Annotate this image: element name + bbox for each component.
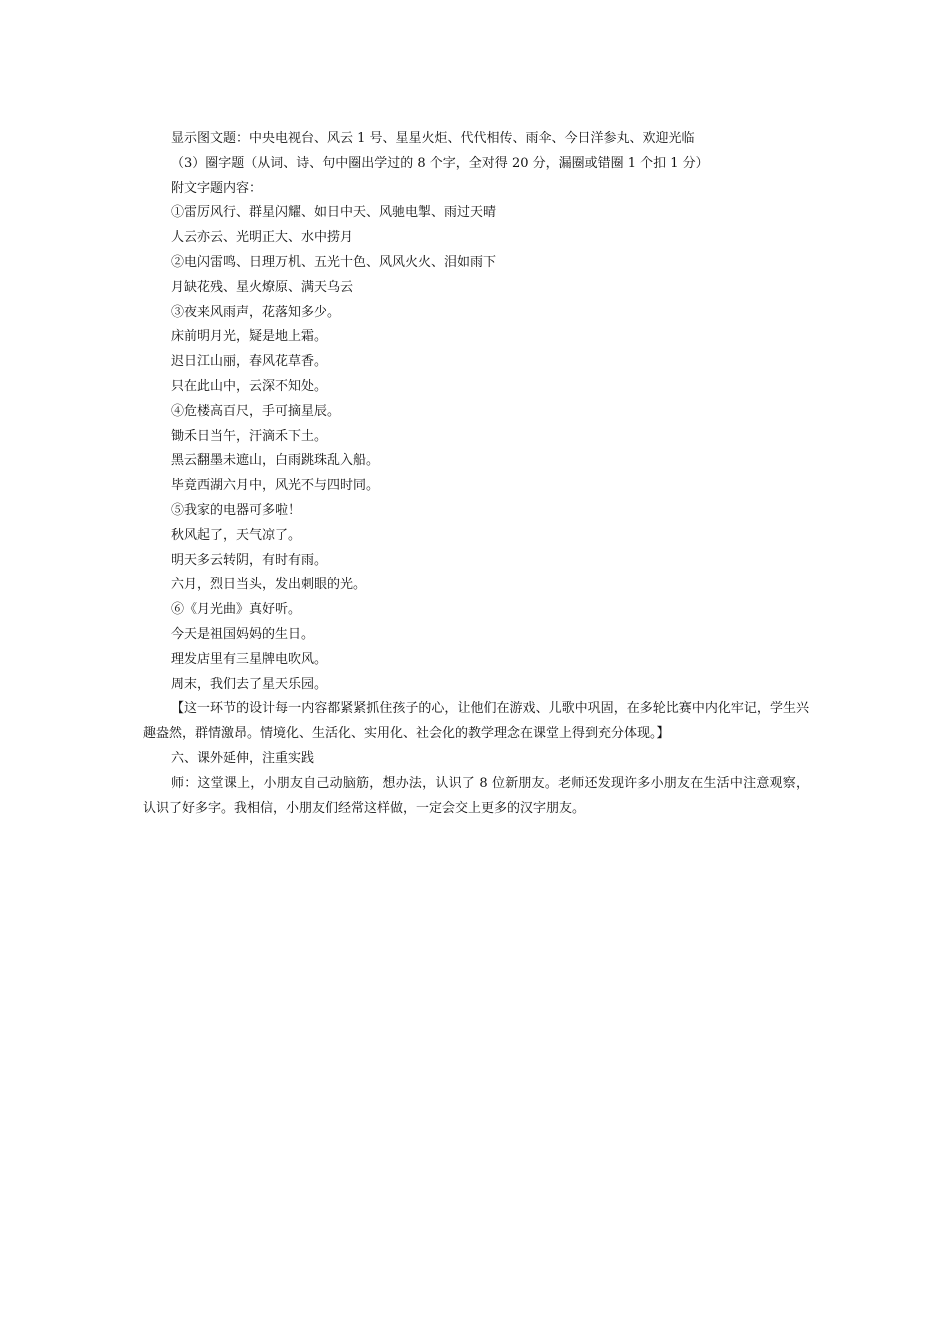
commentary-paragraph: 【这一环节的设计每一内容都紧紧抓住孩子的心，让他们在游戏、儿歌中巩固，在多轮比赛中内化牢记，学生兴趣盎然，群情激昂。情境化、生活化、实用化、社会化的教学理念在课堂上得到充分体现。】 [143, 701, 809, 742]
text-line: 附文字题内容： [171, 180, 263, 196]
text-line: 显示图文题：中央电视台、风云 1 号、星星火炬、代代相传、雨伞、今日洋参丸、欢迎光临 [171, 131, 695, 146]
text-line: 秋风起了，天气凉了。 [171, 527, 302, 543]
text-line: 六月，烈日当头，发出刺眼的光。 [171, 577, 367, 593]
text-line: 理发店里有三星牌电吹风。 [171, 651, 328, 667]
text-line: ②电闪雷鸣、日理万机、五光十色、风风火火、泪如雨下 [171, 254, 497, 270]
text-line: （3）圈字题（从词、诗、句中圈出学过的 8 个字，全对得 20 分，漏圈或错圈 1 个扣 1 分） [171, 155, 709, 171]
text-line: 周末，我们去了星天乐园。 [171, 676, 328, 692]
text-line: ①雷厉风行、群星闪耀、如日中天、风驰电掣、雨过天晴 [171, 205, 497, 221]
text-line: 毕竟西湖六月中，风光不与四时同。 [171, 478, 380, 494]
text-line: 迟日江山丽，春风花草香。 [171, 354, 328, 370]
text-line: 黑云翻墨未遮山，白雨跳珠乱入船。 [171, 453, 380, 469]
text-line: 月缺花残、星火燎原、满天乌云 [171, 279, 354, 295]
text-line: 人云亦云、光明正大、水中捞月 [171, 230, 354, 246]
text-line: 只在此山中，云深不知处。 [171, 378, 328, 394]
section-heading: 六、课外延伸，注重实践 [171, 750, 315, 766]
text-line: 今天是祖国妈妈的生日。 [171, 626, 315, 642]
text-line: ⑤我家的电器可多啦！ [171, 502, 302, 518]
text-line: ⑥《月光曲》真好听。 [171, 602, 302, 618]
text-line: 明天多云转阴，有时有雨。 [171, 552, 328, 568]
text-line: ④危楼高百尺，手可摘星辰。 [171, 403, 341, 419]
closing-paragraph: 师：这堂课上，小朋友自己动脑筋，想办法，认识了 8 位新朋友。老师还发现许多小朋友在生活中注意观察，认识了好多字。我相信，小朋友们经常这样做，一定会交上更多的汉字朋友。 [143, 775, 809, 816]
document-body [143, 127, 809, 821]
text-line: 锄禾日当午，汗滴禾下土。 [171, 428, 328, 444]
text-line: ③夜来风雨声，花落知多少。 [171, 304, 341, 320]
text-line: 床前明月光，疑是地上霜。 [171, 329, 328, 345]
